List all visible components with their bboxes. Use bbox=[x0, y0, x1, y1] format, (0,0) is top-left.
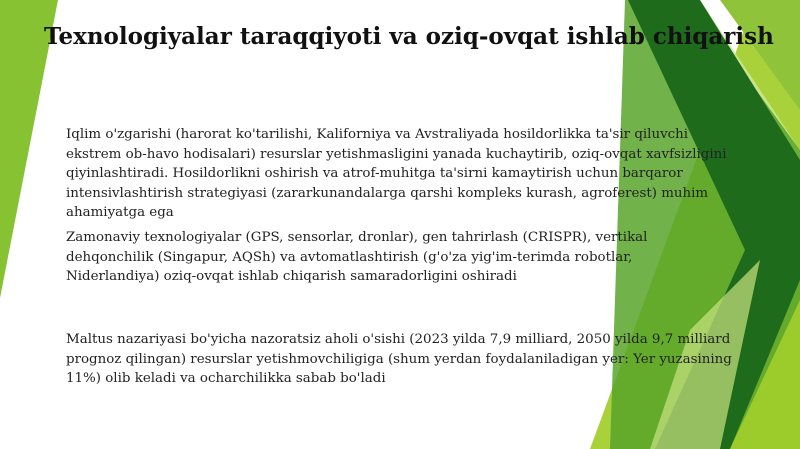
paragraph-modern-technologies: Zamonaviy texnologiyalar (GPS, sensorlar, dronlar), gen tahrirlash (CRISPR), vertikal dehqonchilik (Singapur, AQSh) va avtomatlashtirish (g'o'za yig'im-terimda robotlar, Niderlandiya) oziq-ovqat ishlab chiqarish samaradorligini oshiradi bbox=[66, 230, 648, 284]
slide-title: Texnologiyalar taraqqiyoti va oziq-ovqat ishlab chiqarish bbox=[44, 23, 774, 50]
paragraph-malthus-theory: Maltus nazariyasi bo'yicha nazoratsiz aholi o'sishi (2023 yilda 7,9 milliard, 2050 yilda 9,7 milliard prognoz qilingan) resurslar yetishmovchiligiga (shum yerdan foydalaniladigan yer: Yer yuzasining 11%) olib keladi va ocharchilikka sabab bo'ladi bbox=[66, 332, 732, 386]
paragraph-climate-change: Iqlim o'zgarishi (harorat ko'tarilishi, Kaliforniya va Avstraliyada hosildorlikka ta'sir qiluvchi ekstrem ob-havo hodisalari) resurslar yetishmasligini yanada kuchaytirib, oziq-ovqat xavfsizligini qiyinlashtiradi. Hosildorlikni oshirish va atrof-muhitga ta'sirni kamaytirish uchun barqaror intensivlashtirish strategiyasi (zararkunandalarga qarshi kompleks kurash, agroferest) muhim ahamiyatga ega bbox=[66, 127, 727, 220]
